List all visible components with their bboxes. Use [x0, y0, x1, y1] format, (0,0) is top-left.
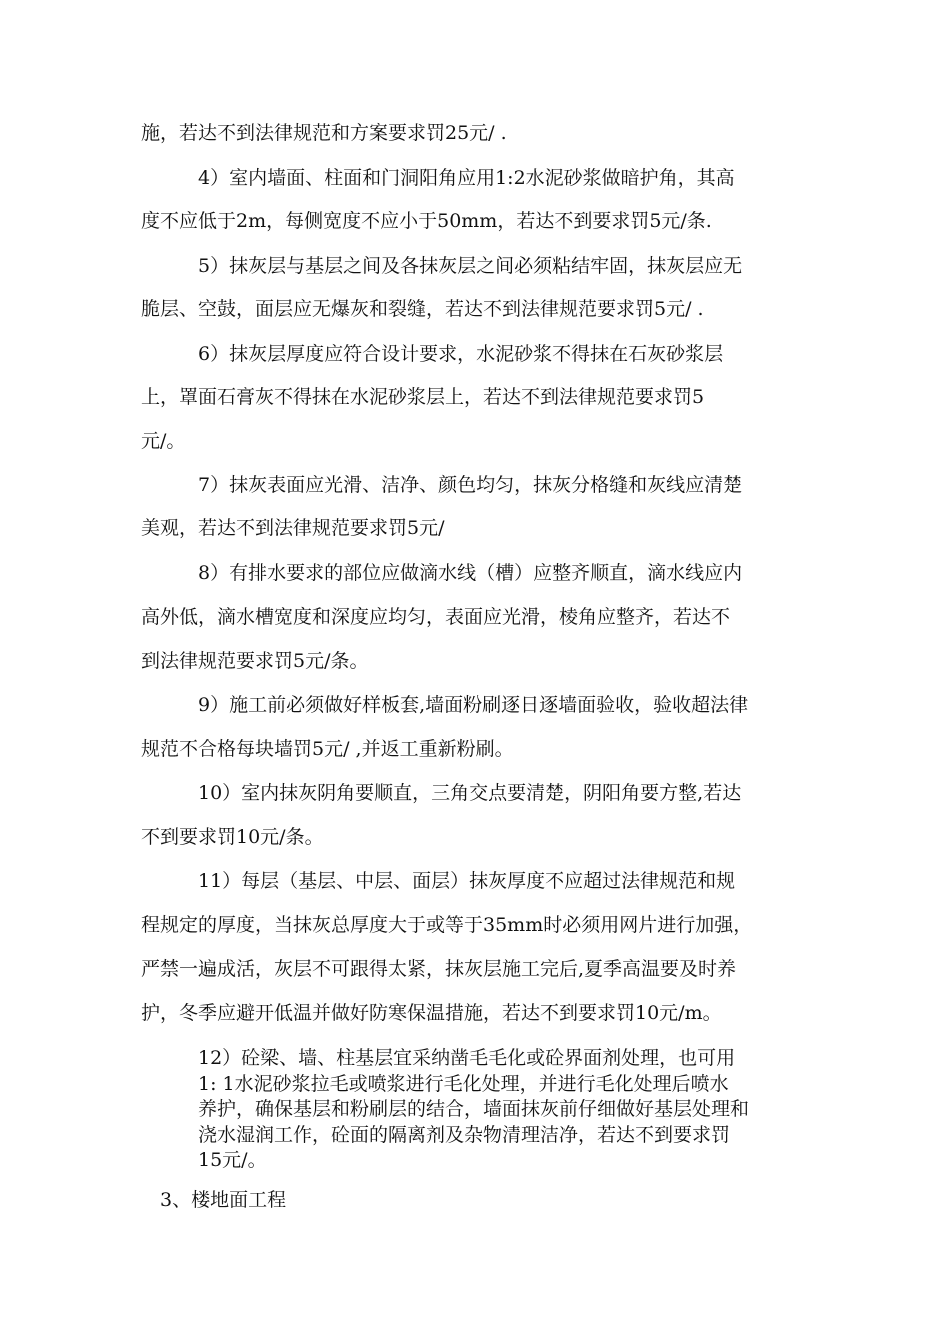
paragraph-line: 浇水湿润工作，砼面的隔离剂及杂物清理洁净，若达不到要求罚: [198, 1123, 731, 1146]
paragraph-line: 规范不合格每块墙罚5元/ ,并返工重新粉刷。: [141, 738, 514, 760]
paragraph-line: 元/。: [141, 430, 186, 452]
paragraph-line: 1: 1水泥砂浆拉毛或喷浆进行毛化处理，并进行毛化处理后喷水: [198, 1072, 729, 1095]
paragraph-line: 上，罩面石膏灰不得抹在水泥砂浆层上，若达不到法律规范要求罚5: [141, 386, 705, 408]
item-12-block: [198, 1046, 818, 1174]
paragraph-line: 程规定的厚度，当抹灰总厚度大于或等于35mm时必须用网片进行加强，: [141, 914, 753, 936]
paragraph-line: 12）砼梁、墙、柱基层宜采纳凿毛毛化或砼界面剂处理，也可用: [198, 1047, 736, 1069]
paragraph-line: 高外低，滴水槽宽度和深度应均匀，表面应光滑，棱角应整齐，若达不: [141, 606, 731, 628]
paragraph-line: 6）抹灰层厚度应符合设计要求，水泥砂浆不得抹在石灰砂浆层: [198, 343, 724, 365]
paragraph-line: 4）室内墙面、柱面和门洞阳角应用1:2水泥砂浆做暗护角，其高: [198, 167, 735, 189]
section-heading: 3、楼地面工程: [160, 1189, 287, 1211]
paragraph-line: 度不应低于2m，每侧宽度不应小于50mm，若达不到要求罚5元/条.: [141, 210, 712, 232]
paragraph-line: 不到要求罚10元/条。: [141, 826, 324, 848]
paragraph-line: 15元/。: [198, 1149, 267, 1171]
paragraph-line: 10）室内抹灰阴角要顺直，三角交点要清楚，阴阳角要方整,若达: [198, 782, 742, 804]
paragraph-line: 7）抹灰表面应光滑、洁净、颜色均匀，抹灰分格缝和灰线应清楚: [198, 474, 743, 496]
paragraph-line: 9）施工前必须做好样板套,墙面粉刷逐日逐墙面验收，验收超法律: [198, 694, 749, 716]
paragraph-line: 脆层、空鼓，面层应无爆灰和裂缝，若达不到法律规范要求罚5元/ .: [141, 298, 704, 320]
paragraph-line: 到法律规范要求罚5元/条。: [141, 650, 369, 672]
paragraph-line: 护，冬季应避开低温并做好防寒保温措施，若达不到要求罚10元/m。: [141, 1002, 722, 1024]
paragraph-line: 5）抹灰层与基层之间及各抹灰层之间必须粘结牢固，抹灰层应无: [198, 255, 743, 277]
paragraph-line: 施，若达不到法律规范和方案要求罚25元/ .: [141, 122, 507, 144]
paragraph-line: 美观，若达不到法律规范要求罚5元/: [141, 517, 445, 539]
paragraph-line: 8）有排水要求的部位应做滴水线（槽）应整齐顺直，滴水线应内: [198, 562, 743, 584]
paragraph-line: 养护，确保基层和粉刷层的结合，墙面抹灰前仔细做好基层处理和: [198, 1098, 750, 1120]
paragraph-line: 严禁一遍成活，灰层不可跟得太紧，抹灰层施工完后,夏季高温要及时养: [141, 958, 737, 980]
paragraph-line: 11）每层（基层、中层、面层）抹灰厚度不应超过法律规范和规: [198, 870, 736, 892]
